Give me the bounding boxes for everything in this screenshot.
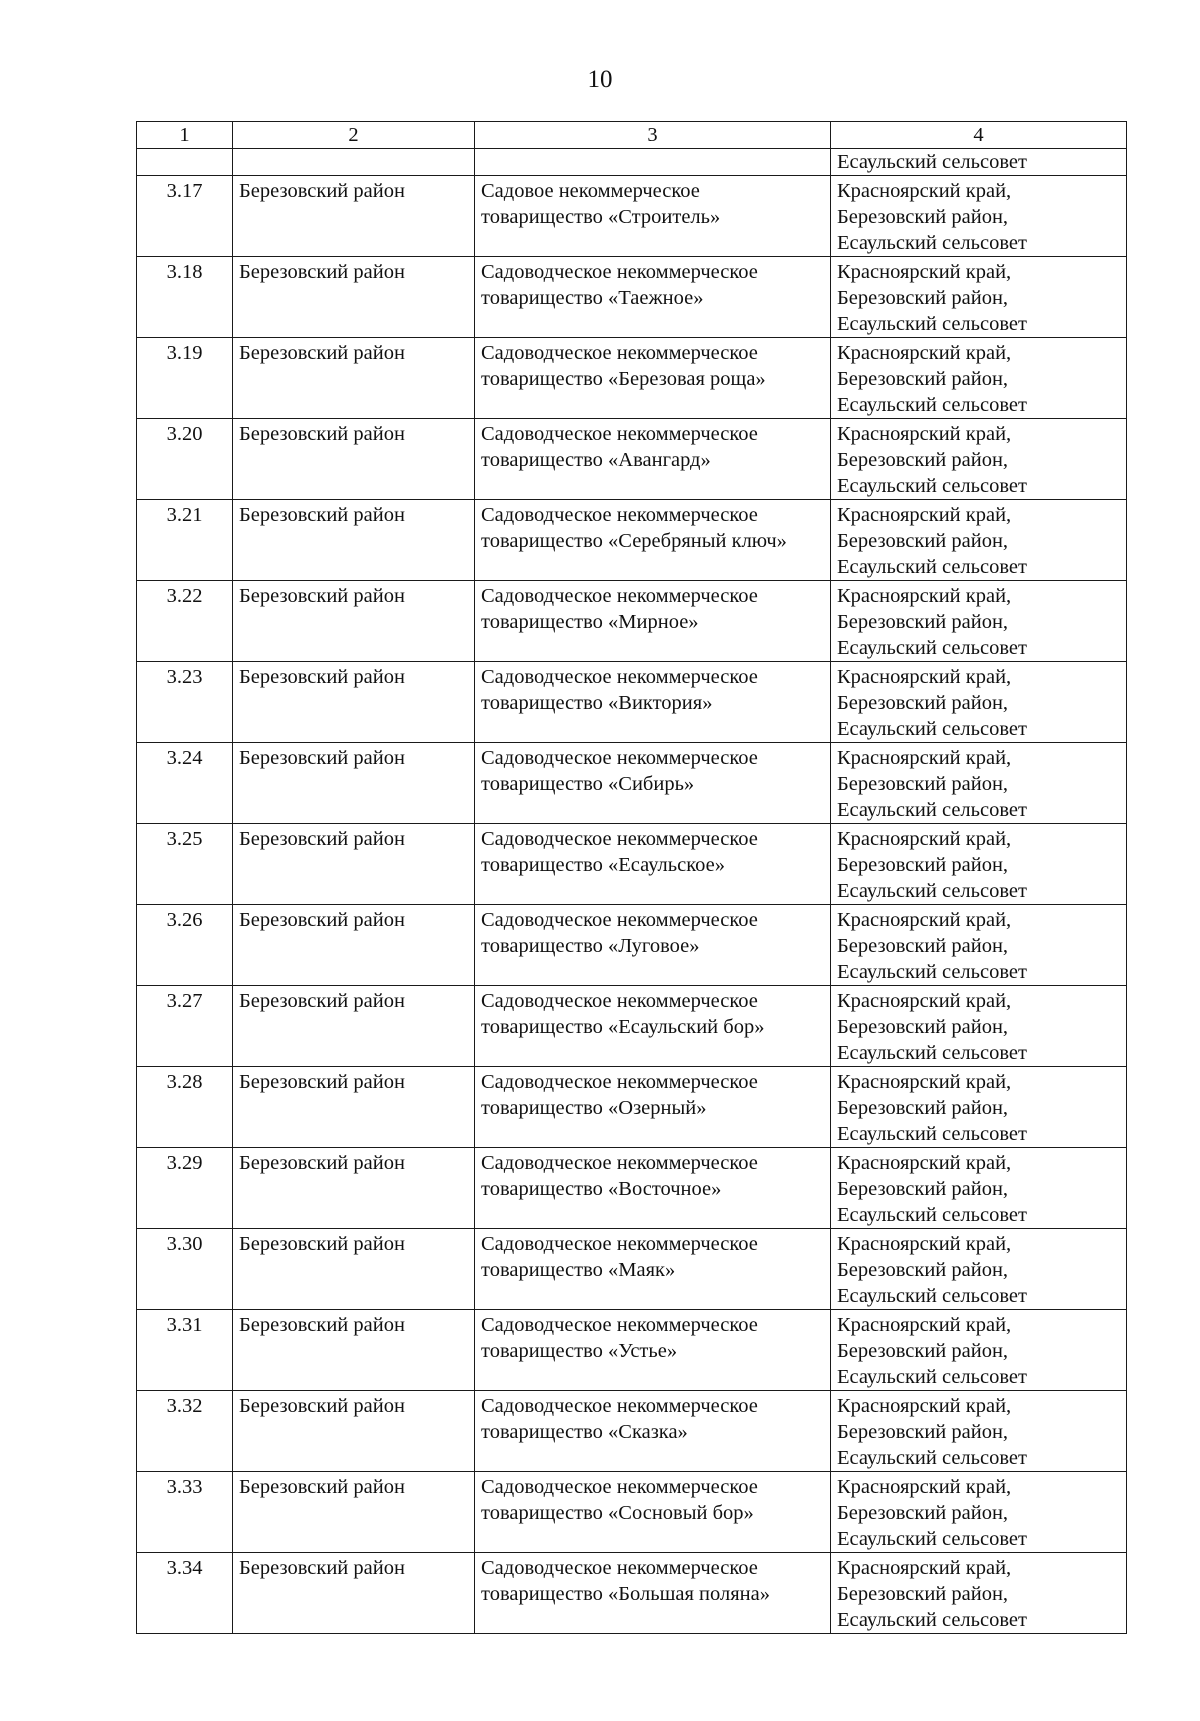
location-line: Березовский район, (837, 1178, 1009, 1200)
column-number-1: 1 (137, 122, 233, 149)
location-line: Красноярский край, (837, 1395, 1012, 1417)
row-number: 3.19 (137, 338, 233, 419)
location-line: Есаульский сельсовет (837, 313, 1027, 335)
partnership-name-cell (475, 824, 831, 905)
district-cell: Березовский район (233, 743, 475, 824)
continuation-row (137, 149, 1127, 176)
location-line: Красноярский край, (837, 909, 1012, 931)
partnership-name-line: товарищество «Виктория» (481, 692, 713, 714)
location-line: Есаульский сельсовет (837, 475, 1027, 497)
location-cell (831, 905, 1127, 986)
district-cell: Березовский район (233, 581, 475, 662)
location-line: Красноярский край, (837, 423, 1012, 445)
partnership-name-line: товарищество «Серебряный ключ» (481, 530, 787, 552)
location-line: Березовский район, (837, 1502, 1009, 1524)
district-cell: Березовский район (233, 1067, 475, 1148)
district-cell: Березовский район (233, 824, 475, 905)
table-row (137, 1229, 1127, 1310)
row-number: 3.30 (137, 1229, 233, 1310)
partnership-name-line: товарищество «Есаульский бор» (481, 1016, 765, 1038)
table-row (137, 257, 1127, 338)
location-line: Березовский район, (837, 206, 1009, 228)
district-cell: Березовский район (233, 257, 475, 338)
location-line: Красноярский край, (837, 1152, 1012, 1174)
location-line: Березовский район, (837, 773, 1009, 795)
location-line: Березовский район, (837, 692, 1009, 714)
partnership-name-line: Садоводческое некоммерческое (481, 1152, 758, 1174)
location-line: Есаульский сельсовет (837, 799, 1027, 821)
location-cell (831, 824, 1127, 905)
partnership-name-cell (475, 1553, 831, 1634)
location-line: Есаульский сельсовет (837, 880, 1027, 902)
location-line: Красноярский край, (837, 990, 1012, 1012)
location-cell (831, 1472, 1127, 1553)
partnership-name-line: товарищество «Березовая роща» (481, 368, 766, 390)
location-line: Красноярский край, (837, 747, 1012, 769)
location-line: Красноярский край, (837, 261, 1012, 283)
location-line: Березовский район, (837, 1421, 1009, 1443)
column-number-4: 4 (831, 122, 1127, 149)
partnership-name-cell (475, 419, 831, 500)
table-row (137, 1391, 1127, 1472)
row-number: 3.24 (137, 743, 233, 824)
row-number: 3.17 (137, 176, 233, 257)
district-cell: Березовский район (233, 419, 475, 500)
location-line: Есаульский сельсовет (837, 637, 1027, 659)
location-line: Есаульский сельсовет (837, 1528, 1027, 1550)
location-line: Есаульский сельсовет (837, 232, 1027, 254)
row-number: 3.22 (137, 581, 233, 662)
partnership-name-line: товарищество «Луговое» (481, 935, 700, 957)
location-line: Есаульский сельсовет (837, 1204, 1027, 1226)
location-line: Есаульский сельсовет (837, 394, 1027, 416)
location-line: Березовский район, (837, 449, 1009, 471)
district-cell: Березовский район (233, 986, 475, 1067)
partnership-name-cell (475, 1148, 831, 1229)
page-number: 10 (587, 66, 613, 93)
location-line: Красноярский край, (837, 585, 1012, 607)
partnership-name-line: Садоводческое некоммерческое (481, 261, 758, 283)
location-line: Березовский район, (837, 287, 1009, 309)
location-line: Березовский район, (837, 1016, 1009, 1038)
district-cell: Березовский район (233, 1229, 475, 1310)
row-number: 3.31 (137, 1310, 233, 1391)
partnership-name-line: товарищество «Авангард» (481, 449, 711, 471)
location-cell (831, 1310, 1127, 1391)
location-line: Есаульский сельсовет (837, 1285, 1027, 1307)
location-line: Есаульский сельсовет (837, 961, 1027, 983)
partnership-name-line: товарищество «Сосновый бор» (481, 1502, 754, 1524)
district-cell: Березовский район (233, 905, 475, 986)
location-cell (831, 419, 1127, 500)
column-number-row (137, 122, 1127, 149)
district-cell: Березовский район (233, 1391, 475, 1472)
location-cell (831, 338, 1127, 419)
row-number: 3.20 (137, 419, 233, 500)
row-number: 3.28 (137, 1067, 233, 1148)
table-row (137, 1553, 1127, 1634)
partnership-name-line: Садоводческое некоммерческое (481, 342, 758, 364)
location-line: Березовский район, (837, 368, 1009, 390)
partnership-name-cell (475, 662, 831, 743)
location-line: Есаульский сельсовет (837, 1123, 1027, 1145)
partnership-name-line: Садоводческое некоммерческое (481, 1395, 758, 1417)
district-cell: Березовский район (233, 1553, 475, 1634)
row-number: 3.33 (137, 1472, 233, 1553)
partnership-name-cell (475, 986, 831, 1067)
location-line: Красноярский край, (837, 1476, 1012, 1498)
location-line: Красноярский край, (837, 342, 1012, 364)
location-line: Красноярский край, (837, 666, 1012, 688)
partnership-name-cell (475, 1472, 831, 1553)
partnership-name-line: Садовое некоммерческое (481, 180, 700, 202)
location-line: Красноярский край, (837, 1314, 1012, 1336)
location-line: Красноярский край, (837, 504, 1012, 526)
partnership-name-line: товарищество «Мирное» (481, 611, 699, 633)
partnership-name-line: товарищество «Таежное» (481, 287, 704, 309)
location-cell (831, 1148, 1127, 1229)
partnership-name-cell (475, 257, 831, 338)
location-line: Красноярский край, (837, 1557, 1012, 1579)
continuation-cell-number (137, 149, 233, 176)
partnership-name-line: Садоводческое некоммерческое (481, 1476, 758, 1498)
partnership-name-cell (475, 1310, 831, 1391)
continuation-cell-name (475, 149, 831, 176)
table-row (137, 1067, 1127, 1148)
location-line: Березовский район, (837, 530, 1009, 552)
row-number: 3.23 (137, 662, 233, 743)
partnership-name-cell (475, 338, 831, 419)
table-row (137, 743, 1127, 824)
partnership-name-line: товарищество «Сказка» (481, 1421, 688, 1443)
location-line: Красноярский край, (837, 1233, 1012, 1255)
row-number: 3.18 (137, 257, 233, 338)
continuation-cell-district (233, 149, 475, 176)
partnership-name-cell (475, 1067, 831, 1148)
location-cell (831, 500, 1127, 581)
partnership-name-line: товарищество «Устье» (481, 1340, 678, 1362)
location-line: Есаульский сельсовет (837, 1447, 1027, 1469)
location-line: Красноярский край, (837, 1071, 1012, 1093)
location-line: Красноярский край, (837, 828, 1012, 850)
location-cell (831, 581, 1127, 662)
location-cell (831, 1229, 1127, 1310)
column-number-3: 3 (475, 122, 831, 149)
district-cell: Березовский район (233, 176, 475, 257)
table-row (137, 176, 1127, 257)
row-number: 3.29 (137, 1148, 233, 1229)
table-row (137, 986, 1127, 1067)
partnership-name-line: Садоводческое некоммерческое (481, 909, 758, 931)
partnership-name-line: Садоводческое некоммерческое (481, 1314, 758, 1336)
partnership-name-cell (475, 176, 831, 257)
partnership-name-line: Садоводческое некоммерческое (481, 990, 758, 1012)
location-line: Есаульский сельсовет (837, 1366, 1027, 1388)
partnership-name-line: товарищество «Строитель» (481, 206, 721, 228)
district-cell: Березовский район (233, 1310, 475, 1391)
location-line: Березовский район, (837, 1097, 1009, 1119)
partnership-name-line: Садоводческое некоммерческое (481, 666, 758, 688)
partnership-name-line: Садоводческое некоммерческое (481, 828, 758, 850)
partnership-name-line: товарищество «Маяк» (481, 1259, 676, 1281)
partnership-name-line: Садоводческое некоммерческое (481, 423, 758, 445)
table-row (137, 581, 1127, 662)
district-cell: Березовский район (233, 662, 475, 743)
registry-table (136, 121, 1127, 1634)
partnership-name-line: товарищество «Восточное» (481, 1178, 722, 1200)
partnership-name-cell (475, 743, 831, 824)
table-row (137, 419, 1127, 500)
partnership-name-line: Садоводческое некоммерческое (481, 504, 758, 526)
table-body (137, 122, 1127, 1634)
location-line: Березовский район, (837, 1583, 1009, 1605)
partnership-name-line: товарищество «Есаульское» (481, 854, 726, 876)
table-row (137, 1472, 1127, 1553)
partnership-name-line: Садоводческое некоммерческое (481, 1071, 758, 1093)
table-row (137, 338, 1127, 419)
continuation-cell-location: Есаульский сельсовет (831, 149, 1127, 176)
location-line: Есаульский сельсовет (837, 718, 1027, 740)
partnership-name-cell (475, 905, 831, 986)
partnership-name-line: Садоводческое некоммерческое (481, 585, 758, 607)
district-cell: Березовский район (233, 1472, 475, 1553)
location-cell (831, 1391, 1127, 1472)
table-row (137, 824, 1127, 905)
partnership-name-cell (475, 1229, 831, 1310)
partnership-name-line: товарищество «Сибирь» (481, 773, 695, 795)
district-cell: Березовский район (233, 1148, 475, 1229)
location-line: Есаульский сельсовет (837, 1042, 1027, 1064)
row-number: 3.21 (137, 500, 233, 581)
row-number: 3.26 (137, 905, 233, 986)
table-row (137, 905, 1127, 986)
row-number: 3.34 (137, 1553, 233, 1634)
table-row (137, 662, 1127, 743)
location-cell (831, 1553, 1127, 1634)
partnership-name-cell (475, 500, 831, 581)
location-line: Березовский район, (837, 1259, 1009, 1281)
partnership-name-line: товарищество «Озерный» (481, 1097, 707, 1119)
partnership-name-cell (475, 581, 831, 662)
partnership-name-line: Садоводческое некоммерческое (481, 1557, 758, 1579)
partnership-name-line: Садоводческое некоммерческое (481, 747, 758, 769)
location-line: Есаульский сельсовет (837, 1609, 1027, 1631)
location-line: Березовский район, (837, 611, 1009, 633)
table-row (137, 500, 1127, 581)
location-line: Есаульский сельсовет (837, 556, 1027, 578)
row-number: 3.25 (137, 824, 233, 905)
location-cell (831, 743, 1127, 824)
location-cell (831, 662, 1127, 743)
location-cell (831, 986, 1127, 1067)
partnership-name-cell (475, 1391, 831, 1472)
location-cell (831, 1067, 1127, 1148)
location-line: Березовский район, (837, 935, 1009, 957)
location-cell (831, 257, 1127, 338)
location-line: Красноярский край, (837, 180, 1012, 202)
table-row (137, 1148, 1127, 1229)
district-cell: Березовский район (233, 500, 475, 581)
partnership-name-line: Садоводческое некоммерческое (481, 1233, 758, 1255)
partnership-name-line: товарищество «Большая поляна» (481, 1583, 770, 1605)
location-line: Березовский район, (837, 854, 1009, 876)
location-cell (831, 176, 1127, 257)
row-number: 3.27 (137, 986, 233, 1067)
column-number-2: 2 (233, 122, 475, 149)
location-line: Березовский район, (837, 1340, 1009, 1362)
district-cell: Березовский район (233, 338, 475, 419)
row-number: 3.32 (137, 1391, 233, 1472)
table-row (137, 1310, 1127, 1391)
